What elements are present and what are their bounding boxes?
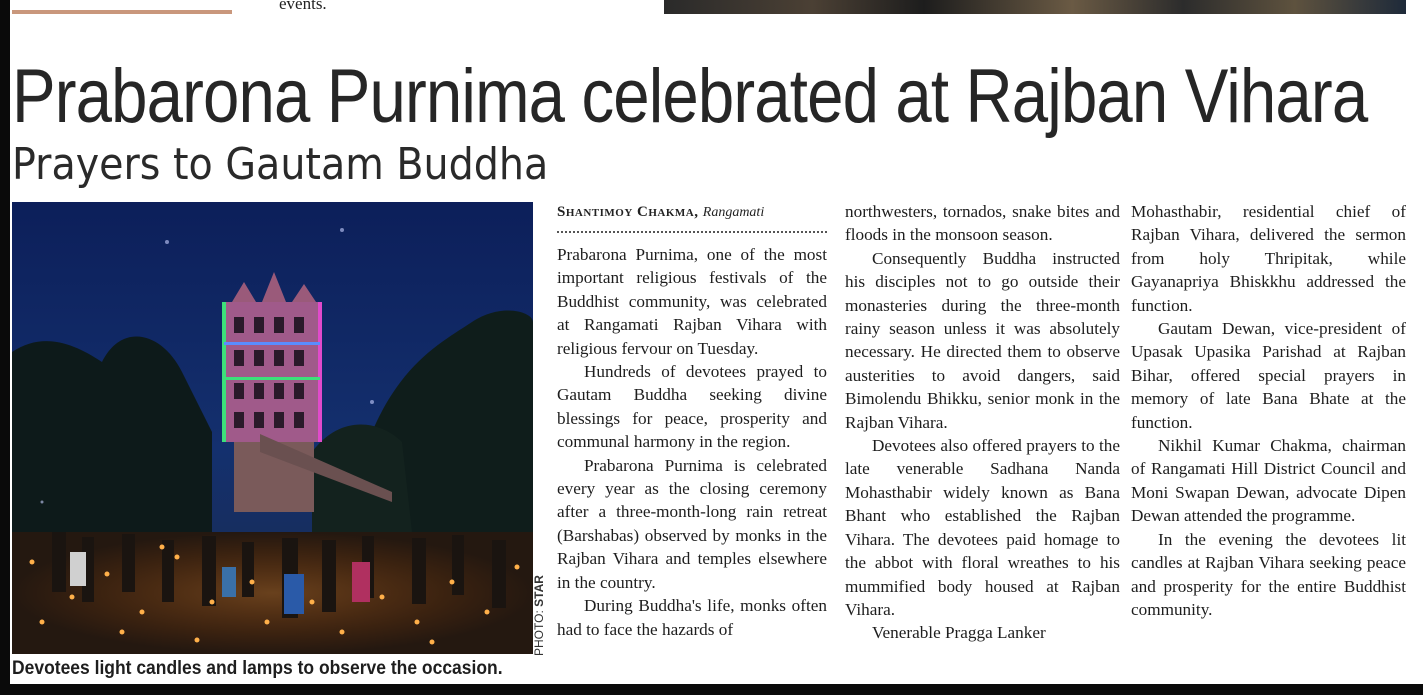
byline-divider — [557, 231, 827, 233]
article-photo — [12, 202, 533, 654]
paragraph: Consequently Buddha instructed his disciples not to go outside their monasteries during the three-month rainy season unless it was absolutely necessary. He directed them to observe austerities to avoid dangers, said Bimolendu Bhikku, senior monk in the Rajban Vihara. — [845, 248, 1120, 432]
article-column-3 — [1131, 200, 1406, 621]
subheadline: Prayers to Gautam Buddha — [12, 139, 549, 190]
article-column-1 — [557, 200, 827, 641]
paragraph: Devotees also offered prayers to the late venerable Sadhana Nanda Mohasthabir widely known as Bana Bhant who established the Rajban Vihara. The devotees paid homage to the abbot with floral wreathes to his mummified body housed at Rajban Vihara. — [845, 436, 1120, 619]
byline — [557, 200, 827, 225]
paragraph: In the evening the devotees lit candles at Rajban Vihara seeking peace and prosperity for the entire Buddhist community. — [1131, 529, 1406, 619]
paragraph: Prabarona Purnima, one of the most important religious festivals of the Buddhist community, was celebrated at Rangamati Rajban Vihara with religious fervour on Tuesday. — [557, 245, 827, 358]
previous-article-text: events. — [279, 0, 327, 13]
section-rule — [12, 10, 232, 14]
paragraph: Gautam Dewan, vice-president of Upasak Upasika Parishad at Rajban Bihar, offered special prayers in memory of late Bana Bhate at the function. — [1131, 319, 1406, 432]
byline-author: Shantimoy Chakma, — [557, 204, 699, 220]
paragraph: Mohasthabir, residential chief of Rajban Vihara, delivered the sermon from holy Thripitak, while Gayanapriya Bhiskkhu addressed the function. — [1131, 202, 1406, 315]
headline: Prabarona Purnima celebrated at Rajban Vihara — [12, 54, 1368, 139]
previous-article-photo — [664, 0, 1406, 14]
byline-place: Rangamati — [702, 205, 765, 220]
photo-caption: Devotees light candles and lamps to observe the occasion. — [12, 658, 503, 679]
paragraph: Hundreds of devotees prayed to Gautam Buddha seeking divine blessings for peace, prosperity and communal harmony in the region. — [557, 362, 827, 452]
photo-credit: PHOTO: STAR — [532, 575, 546, 656]
paragraph: northwesters, tornados, snake bites and floods in the monsoon season. — [845, 202, 1120, 245]
page-bottom-edge — [0, 684, 1423, 695]
paragraph: During Buddha's life, monks often had to face the hazards of — [557, 596, 827, 639]
page-left-edge — [0, 0, 10, 695]
paragraph: Venerable Pragga Lanker — [872, 623, 1046, 643]
article-column-2 — [845, 200, 1120, 645]
paragraph: Prabarona Purnima is celebrated every year as the closing ceremony after a three-month-long rain retreat (Barshabas) observed by monks in the Rajban Vihara and temples elsewhere in the country. — [557, 455, 827, 592]
paragraph: Nikhil Kumar Chakma, chairman of Rangamati Hill District Council and Moni Swapan Dewan, advocate Dipen Dewan attended the programme. — [1131, 436, 1406, 526]
